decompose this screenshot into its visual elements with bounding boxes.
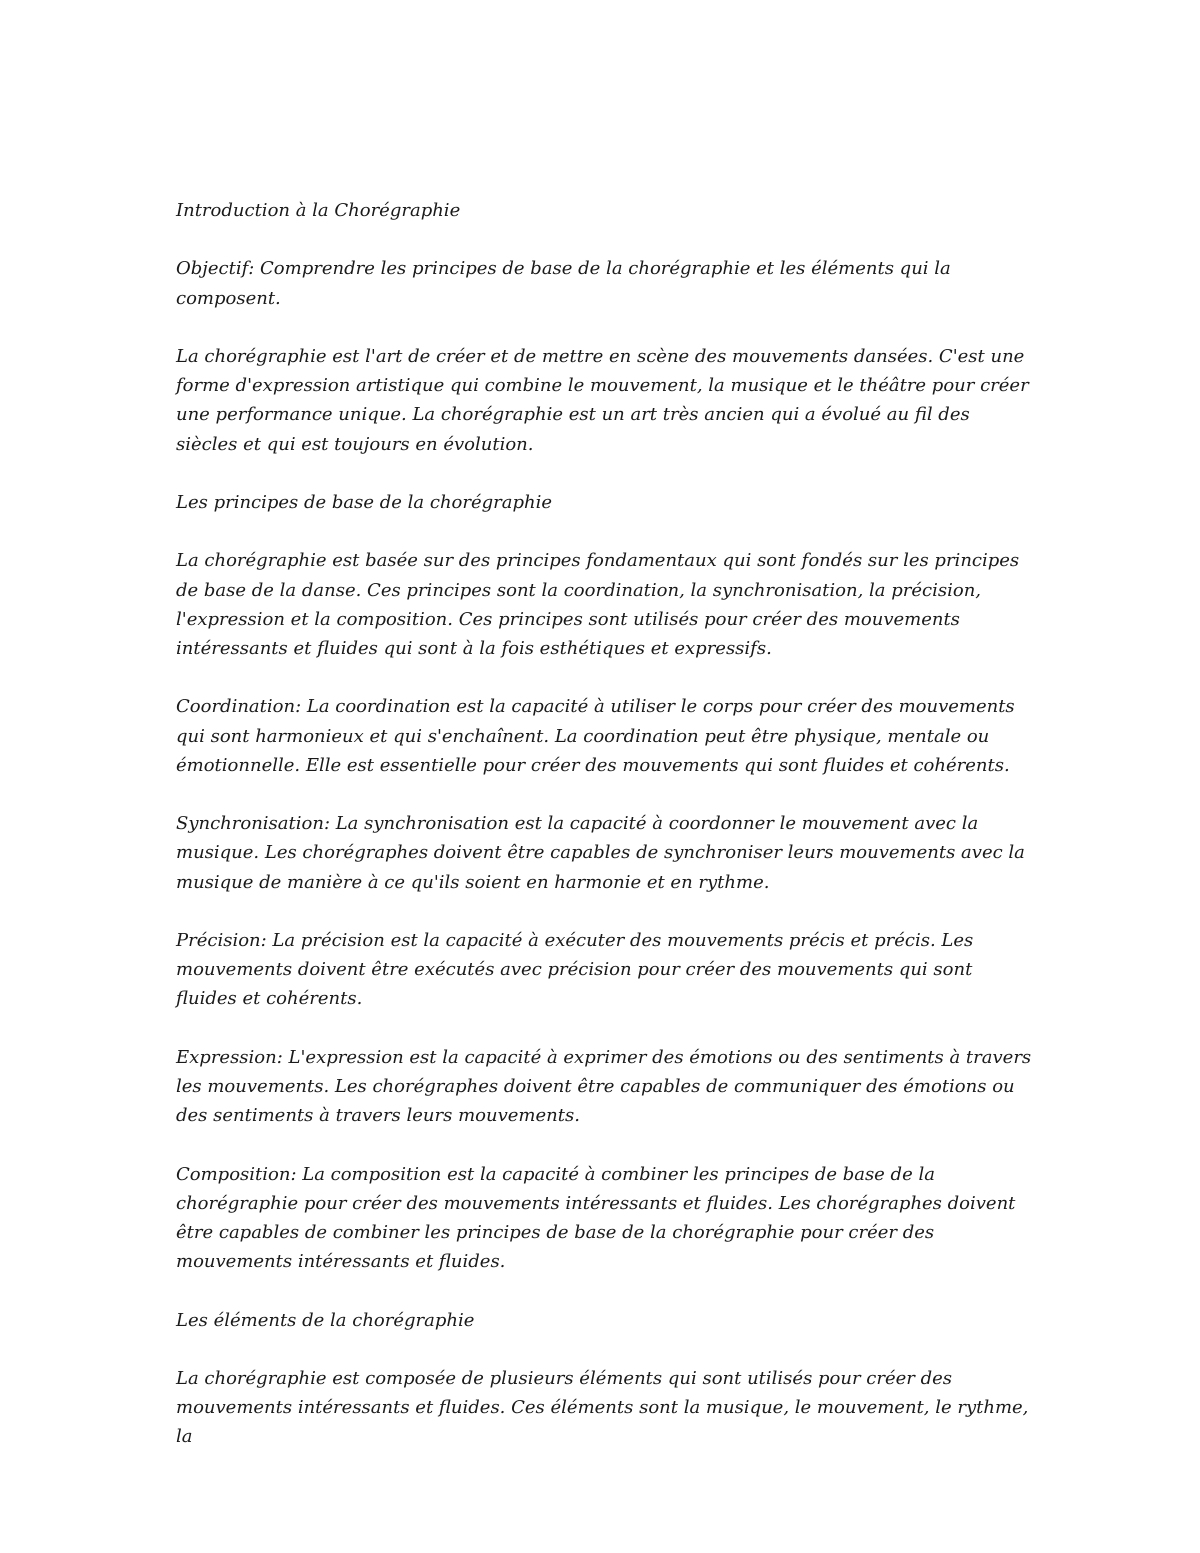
intro-paragraph: La chorégraphie est l'art de créer et de mettre en scène des mouvements dansées. C'est une forme d'expression artistique qui combine le mouvement, la musique et le théâtre pour créer une performance unique. La chorégraphie est un art très ancien qui a évolué au fil des siècles et qui est toujours en évolution. — [176, 345, 1029, 455]
document-title: Introduction à la Chorégraphie — [176, 200, 461, 221]
objective-paragraph: Objectif: Comprendre les principes de base de la chorégraphie et les éléments qui la composent. — [176, 258, 951, 309]
expression-paragraph: Expression: L'expression est la capacité à exprimer des émotions ou des sentiments à travers les mouvements. Les chorégraphes doivent être capables de communiquer des émotions ou des sentiments à travers leurs mouvements. — [176, 1046, 1032, 1127]
composition-paragraph: Composition: La composition est la capacité à combiner les principes de base de la chorégraphie pour créer des mouvements intéressants et fluides. Les chorégraphes doivent être capables de combiner les principes de base de la chorégraphie pour créer des mouvements intéressants et fluides. — [176, 1163, 1016, 1273]
elements-intro-paragraph: La chorégraphie est composée de plusieurs éléments qui sont utilisés pour créer des mouvements intéressants et fluides. Ces éléments sont la musique, le mouvement, le rythme, la — [176, 1367, 1029, 1448]
principles-intro-paragraph: La chorégraphie est basée sur des principes fondamentaux qui sont fondés sur les principes de base de la danse. Ces principes sont la coordination, la synchronisation, la précision, l'expression et la composition. Ces principes sont utilisés pour créer des mouvements intéressants et fluides qui sont à la fois esthétiques et expressifs. — [176, 550, 1020, 659]
document-page — [176, 196, 1036, 1481]
coordination-paragraph: Coordination: La coordination est la capacité à utiliser le corps pour créer des mouvements qui sont harmonieux et qui s'enchaînent. La coordination peut être physique, mentale ou émotionnelle. Elle est essentielle pour créer des mouvements qui sont fluides et cohérents. — [176, 696, 1015, 776]
synchronisation-paragraph: Synchronisation: La synchronisation est la capacité à coordonner le mouvement avec la musique. Les chorégraphes doivent être capables de synchroniser leurs mouvements avec la musique de manière à ce qu'ils soient en harmonie et en rythme. — [176, 813, 1025, 893]
section-heading-elements: Les éléments de la chorégraphie — [176, 1309, 475, 1331]
precision-paragraph: Précision: La précision est la capacité à exécuter des mouvements précis et précis. Les mouvements doivent être exécutés avec précision pour créer des mouvements qui sont fluides et cohérents. — [176, 929, 974, 1010]
section-heading-principles: Les principes de base de la chorégraphie — [176, 491, 553, 513]
